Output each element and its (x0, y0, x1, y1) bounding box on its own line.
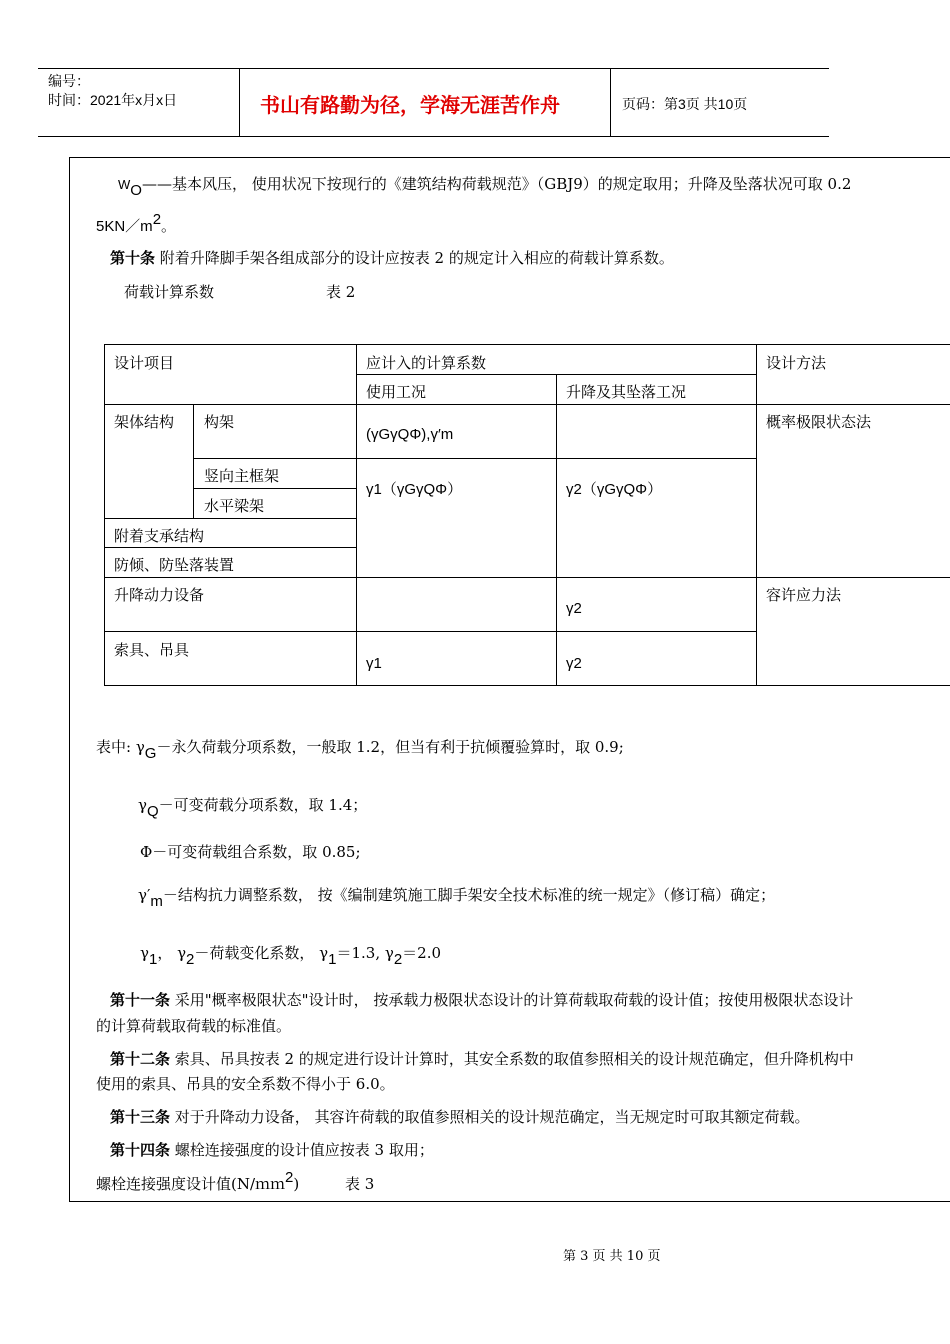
article-10: 第十条 附着升降脚手架各组成部分的设计应按表 2 的规定计入相应的荷载计算系数。 (110, 249, 674, 267)
table3-caption: 螺栓连接强度设计值(N/ｍｍ2) (96, 1169, 300, 1193)
article-11: 第十一条 采用"概率极限状态"设计时， 按承载力极限状态设计的计算荷载取荷载的设计值；按使用极限状态设计 (110, 991, 854, 1009)
cell-rigging-use: γ1 (366, 655, 382, 672)
th-lift-condition: 升降及其坠落工况 (566, 383, 687, 401)
note-gamma-q: γQ－可变荷载分项系数，取 1.4； (138, 796, 368, 820)
cell-frame-use: (γGγQΦ),γ′m (366, 426, 454, 443)
article-13: 第十三条 对于升降动力设备， 其容许荷载的取值参照相关的设计规范确定，当无规定时可取其额定荷载。 (110, 1108, 810, 1126)
article-12-cont: 使用的索具、吊具的安全系数不得小于 6.0。 (96, 1075, 395, 1093)
row-vertical-main-frame: 竖向主框架 (204, 467, 280, 485)
header-divider-2 (610, 68, 611, 136)
th-design-method: 设计方法 (766, 354, 827, 372)
row-attach-support: 附着支承结构 (114, 527, 205, 545)
article-12: 第十二条 索具、吊具按表 2 的规定进行设计计算时，其安全系数的取值参照相关的设计规范确定，但升降机构中 (110, 1050, 854, 1068)
frame-left-border (69, 157, 70, 1202)
frame-bottom-border (69, 1201, 950, 1202)
row-anti-fall: 防倾、防坠落装置 (114, 556, 235, 574)
wo-paragraph: WO——基本风压， 使用状况下按现行的《建筑结构荷载规范》（GBJ9）的规定取用；升降及坠落状况可取 0.2 (118, 175, 852, 199)
note-gamma-m: γ′m－结构抗力调整系数， 按《编制建筑施工脚手架安全技术标准的统一规定》（修订稿）确定； (138, 886, 776, 910)
header-number-label: 编号： (48, 73, 90, 89)
header-page-label: 页码：第3页 共10页 (622, 96, 748, 112)
note-gamma-g: 表中: γG－永久荷载分项系数，一般取 1.2，但当有利于抗倾覆验算时，取 0.9; (96, 738, 624, 762)
note-phi: Φ－可变荷载组合系数，取 0.85; (140, 843, 361, 861)
method-allowable-stress: 容许应力法 (766, 586, 842, 604)
cell-power-lift: γ2 (566, 600, 582, 617)
row-rigging: 索具、吊具 (114, 641, 190, 659)
cell-rigging-lift: γ2 (566, 655, 582, 672)
cell-vh-use: γ1（γGγQΦ） (366, 481, 463, 498)
header-bottom-rule (38, 136, 829, 137)
header-divider-1 (239, 68, 240, 136)
header-motto: 书山有路勤为径，学海无涯苦作舟 (260, 93, 560, 117)
header-time-label: 时间：2021年x月x日 (48, 92, 178, 108)
method-probability-limit-state: 概率极限状态法 (766, 413, 872, 431)
note-gamma-1-2: γ1， γ2－荷载变化系数， γ1＝1.3, γ2＝2.0 (140, 944, 442, 968)
row-frame: 构架 (204, 413, 235, 431)
th-design-item: 设计项目 (114, 354, 175, 372)
row-power-equipment: 升降动力设备 (114, 586, 205, 604)
footer-page-number: 第 3 页 共 10 页 (563, 1249, 661, 1264)
article-11-cont: 的计算荷载取荷载的标准值。 (96, 1017, 292, 1035)
th-coefficients: 应计入的计算系数 (366, 354, 487, 372)
row-frame-structure: 架体结构 (114, 413, 175, 431)
th-use-condition: 使用工况 (366, 383, 427, 401)
table3-number: 表 3 (345, 1175, 375, 1193)
table2-number: 表 2 (326, 283, 356, 301)
cell-vh-lift: γ2（γGγQΦ） (566, 481, 663, 498)
header-top-rule (38, 68, 829, 69)
table2-caption: 荷载计算系数 (124, 283, 215, 301)
article-14: 第十四条 螺栓连接强度的设计值应按表 3 取用； (110, 1141, 434, 1159)
wo-paragraph-cont: 5KN／m2。 (96, 211, 177, 235)
frame-top-border (69, 157, 950, 158)
row-horizontal-beam: 水平梁架 (204, 497, 265, 515)
